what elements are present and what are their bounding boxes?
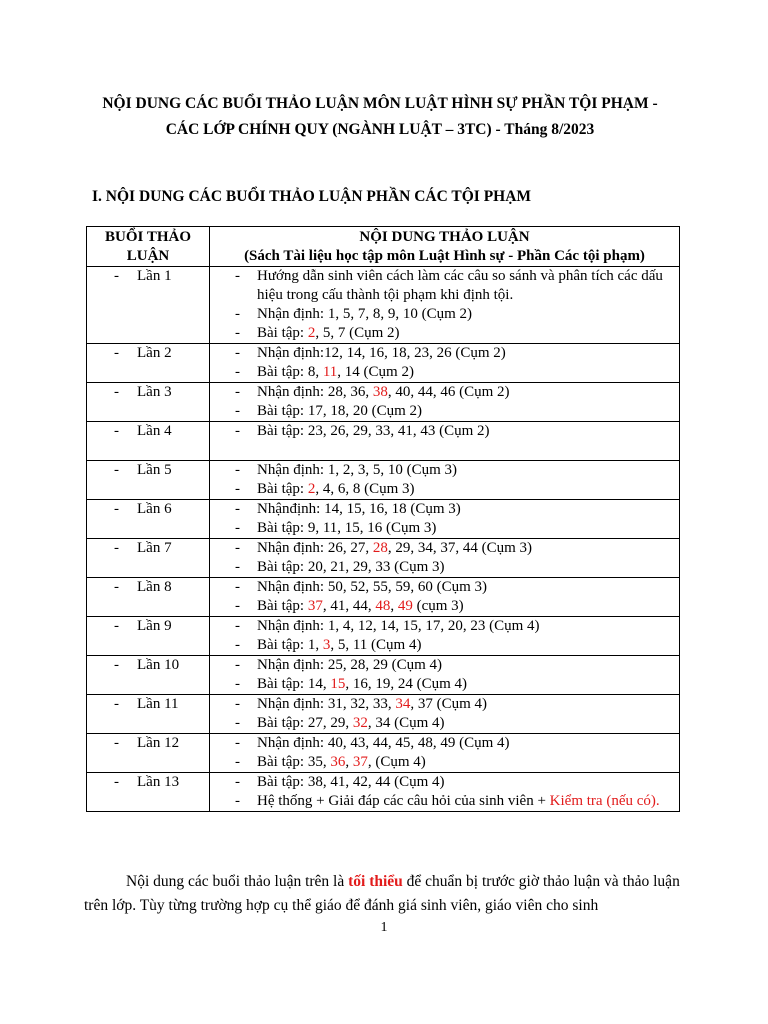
session-cell — [87, 344, 210, 383]
list-item — [210, 402, 679, 421]
list-item — [210, 539, 679, 558]
bullet-dash: - — [114, 268, 119, 284]
list-item — [210, 792, 679, 811]
table-row — [87, 344, 680, 383]
text-run: Nhận định: 1, 5, 7, 8, 9, 10 (Cụm 2) — [257, 306, 472, 322]
content-cell — [210, 422, 680, 461]
bullet-dash: - — [235, 579, 240, 595]
list-item — [210, 734, 679, 753]
table-row — [87, 422, 680, 461]
page-number: 1 — [380, 920, 388, 935]
text-run: Bài tập: — [257, 598, 308, 614]
content-list — [210, 383, 679, 421]
bullet-dash: - — [114, 579, 119, 595]
bullet-dash: - — [235, 715, 240, 731]
session-label: Lần 13 — [137, 774, 180, 790]
session-cell — [87, 734, 210, 773]
bullet-dash: - — [235, 676, 240, 692]
list-item — [210, 773, 679, 792]
text-run: , 5, 7 (Cụm 2) — [315, 325, 400, 341]
title-line-2: CÁC LỚP CHÍNH QUY (NGÀNH LUẬT – 3TC) - Tháng 8/2023 — [165, 121, 595, 138]
text-run: Nội dung các buổi thảo luận trên là — [126, 873, 349, 890]
text-run: Bài tập: 8, — [257, 364, 323, 380]
text-run: Bài tập: 9, 11, 15, 16 (Cụm 3) — [257, 520, 437, 536]
bullet-dash: - — [235, 657, 240, 673]
table-row — [87, 773, 680, 812]
text-run: Nhận định:12, 14, 16, 18, 23, 26 (Cụm 2) — [257, 345, 506, 361]
session-label: Lần 9 — [137, 618, 172, 634]
bullet-dash: - — [114, 618, 119, 634]
bullet-dash: - — [114, 384, 119, 400]
text-run: Bài tập: 20, 21, 29, 33 (Cụm 3) — [257, 559, 445, 575]
list-item — [210, 519, 679, 538]
bullet-dash: - — [235, 598, 240, 614]
bullet-dash: - — [235, 501, 240, 517]
bullet-dash: - — [235, 403, 240, 419]
content-cell — [210, 383, 680, 422]
highlighted-text: tối thiểu — [348, 873, 403, 890]
highlighted-text: 32 — [352, 715, 368, 731]
session-cell — [87, 267, 210, 344]
bullet-dash: - — [114, 657, 119, 673]
text-run: , — [390, 598, 398, 614]
content-list — [210, 461, 679, 499]
content-list — [210, 500, 679, 538]
list-item — [210, 480, 679, 499]
bullet-dash: - — [235, 268, 240, 284]
highlighted-text: 3 — [322, 637, 331, 653]
table-row — [87, 617, 680, 656]
content-list — [210, 656, 679, 694]
session-cell — [87, 422, 210, 461]
header-content-line-2: (Sách Tài liệu học tập môn Luật Hình sự - Phần Các tội phạm) — [244, 248, 645, 264]
highlighted-text: 37 — [352, 754, 368, 770]
list-item — [210, 267, 679, 305]
content-cell — [210, 461, 680, 500]
bullet-dash: - — [114, 774, 119, 790]
highlighted-text: 2 — [307, 481, 316, 497]
session-label: Lần 11 — [137, 696, 179, 712]
highlighted-text: 15 — [330, 676, 346, 692]
table-body — [87, 267, 680, 812]
content-cell — [210, 617, 680, 656]
highlighted-text: 2 — [307, 325, 316, 341]
text-run: Bài tập: — [257, 481, 308, 497]
paragraph-text — [84, 873, 680, 914]
text-run: Bài tập: 14, — [257, 676, 331, 692]
list-item — [210, 383, 679, 402]
session-cell — [87, 500, 210, 539]
text-run: , 5, 11 (Cụm 4) — [330, 637, 422, 653]
bullet-dash: - — [235, 774, 240, 790]
highlighted-text: 34 — [395, 696, 411, 712]
text-run: (cụm 3) — [412, 598, 464, 614]
text-run: Bài tập: 17, 18, 20 (Cụm 2) — [257, 403, 422, 419]
list-item — [210, 695, 679, 714]
text-run: Nhận định: 26, 27, — [257, 540, 373, 556]
session-label: Lần 6 — [137, 501, 172, 517]
header-session — [87, 227, 210, 267]
text-run: Nhậnđịnh: 14, 15, 16, 18 (Cụm 3) — [257, 501, 461, 517]
session-cell — [87, 383, 210, 422]
bullet-dash: - — [235, 559, 240, 575]
content-list — [210, 617, 679, 655]
section-heading: I. NỘI DUNG CÁC BUỔI THẢO LUẬN PHẦN CÁC TỘI PHẠM — [92, 188, 532, 205]
text-run: Bài tập: 38, 41, 42, 44 (Cụm 4) — [257, 774, 445, 790]
bullet-dash: - — [235, 696, 240, 712]
session-cell — [87, 578, 210, 617]
content-list — [210, 344, 679, 382]
discussion-schedule-table — [86, 226, 680, 812]
bullet-dash: - — [114, 462, 119, 478]
bullet-dash: - — [235, 618, 240, 634]
content-list — [210, 539, 679, 577]
list-item — [210, 714, 679, 733]
text-run: Bài tập: 35, — [257, 754, 331, 770]
list-item — [210, 363, 679, 382]
session-cell — [87, 539, 210, 578]
table-row — [87, 578, 680, 617]
session-label: Lần 7 — [137, 540, 172, 556]
text-run: Nhận định: 25, 28, 29 (Cụm 4) — [257, 657, 442, 673]
text-run: để chuẩn bị trước giờ thảo luận và thảo luận trên lớp. Tùy từng trường hợp cụ thể giáo để đánh giá sinh viên, giáo viên cho sinh — [84, 873, 680, 914]
list-item — [210, 617, 679, 636]
session-label: Lần 2 — [137, 345, 172, 361]
text-run: Nhận định: 28, 36, — [257, 384, 373, 400]
content-cell — [210, 734, 680, 773]
bullet-dash: - — [114, 696, 119, 712]
content-cell — [210, 656, 680, 695]
bullet-dash: - — [235, 481, 240, 497]
text-run: Bài tập: 1, — [257, 637, 323, 653]
list-item — [210, 656, 679, 675]
text-run: , 14 (Cụm 2) — [337, 364, 414, 380]
text-run: , 4, 6, 8 (Cụm 3) — [315, 481, 415, 497]
text-run: Nhận định: 1, 4, 12, 14, 15, 17, 20, 23 (Cụm 4) — [257, 618, 540, 634]
bullet-dash: - — [235, 540, 240, 556]
content-cell — [210, 695, 680, 734]
text-run: , 16, 19, 24 (Cụm 4) — [345, 676, 467, 692]
text-run: , 40, 44, 46 (Cụm 2) — [387, 384, 510, 400]
list-item — [210, 597, 679, 616]
content-list — [210, 773, 679, 811]
content-list — [210, 267, 679, 343]
header-session-line-2: LUẬN — [126, 248, 170, 264]
table-row — [87, 656, 680, 695]
session-label: Lần 10 — [137, 657, 180, 673]
table-header-row — [87, 227, 680, 267]
list-item — [210, 305, 679, 324]
content-list — [210, 734, 679, 772]
list-item — [210, 753, 679, 772]
session-cell — [87, 695, 210, 734]
list-item — [210, 422, 679, 441]
text-run: , 29, 34, 37, 44 (Cụm 3) — [387, 540, 532, 556]
text-run: Bài tập: — [257, 325, 308, 341]
title-line-1: NỘI DUNG CÁC BUỔI THẢO LUẬN MÔN LUẬT HÌNH SỰ PHẦN TỘI PHẠM - — [102, 95, 658, 112]
session-label: Lần 8 — [137, 579, 172, 595]
bullet-dash: - — [114, 501, 119, 517]
bullet-dash: - — [235, 462, 240, 478]
table-row — [87, 539, 680, 578]
table-row — [87, 461, 680, 500]
bullet-dash: - — [114, 540, 119, 556]
session-label: Lần 5 — [137, 462, 172, 478]
list-item — [210, 324, 679, 343]
text-run: Nhận định: 1, 2, 3, 5, 10 (Cụm 3) — [257, 462, 457, 478]
bullet-dash: - — [235, 345, 240, 361]
content-list — [210, 695, 679, 733]
bullet-dash: - — [235, 306, 240, 322]
text-run: Nhận định: 40, 43, 44, 45, 48, 49 (Cụm 4) — [257, 735, 510, 751]
content-cell — [210, 773, 680, 812]
content-cell — [210, 539, 680, 578]
content-cell — [210, 578, 680, 617]
list-item — [210, 344, 679, 363]
list-item — [210, 558, 679, 577]
session-label: Lần 4 — [137, 423, 172, 439]
text-run: Bài tập: 27, 29, — [257, 715, 353, 731]
content-cell — [210, 344, 680, 383]
list-item — [210, 500, 679, 519]
text-run: , 41, 44, — [322, 598, 376, 614]
bullet-dash: - — [114, 345, 119, 361]
bullet-dash: - — [235, 384, 240, 400]
text-run: , 34 (Cụm 4) — [367, 715, 445, 731]
table-row — [87, 734, 680, 773]
bullet-dash: - — [235, 325, 240, 341]
text-run: Hướng dẫn sinh viên cách làm các câu so sánh và phân tích các dấu hiệu trong cấu thành tội phạm khi định tội. — [257, 268, 663, 303]
bullet-dash: - — [235, 754, 240, 770]
session-label: Lần 3 — [137, 384, 172, 400]
body-paragraph — [84, 870, 684, 918]
bullet-dash: - — [235, 364, 240, 380]
session-cell — [87, 461, 210, 500]
session-cell — [87, 773, 210, 812]
document-title — [80, 91, 680, 143]
highlighted-text: 38 — [372, 384, 388, 400]
table-row — [87, 695, 680, 734]
table-row — [87, 267, 680, 344]
highlighted-text: 37 — [307, 598, 323, 614]
bullet-dash: - — [235, 423, 240, 439]
highlighted-text: Kiểm tra (nếu có). — [549, 793, 660, 809]
text-run: Hệ thống + Giải đáp các câu hỏi của sinh viên + — [257, 793, 550, 809]
text-run: , — [345, 754, 353, 770]
highlighted-text: 49 — [397, 598, 413, 614]
session-cell — [87, 656, 210, 695]
header-content-line-1: NỘI DUNG THẢO LUẬN — [359, 229, 530, 245]
list-item — [210, 675, 679, 694]
session-cell — [87, 617, 210, 656]
highlighted-text: 28 — [372, 540, 388, 556]
content-list — [210, 422, 679, 441]
session-label: Lần 1 — [137, 268, 172, 284]
bullet-dash: - — [114, 423, 119, 439]
text-run: , 37 (Cụm 4) — [410, 696, 487, 712]
list-item — [210, 636, 679, 655]
highlighted-text: 11 — [322, 364, 338, 380]
content-cell — [210, 500, 680, 539]
list-item — [210, 578, 679, 597]
content-list — [210, 578, 679, 616]
highlighted-text: 36 — [330, 754, 346, 770]
header-session-line-1: BUỔI THẢO — [105, 229, 191, 245]
content-cell — [210, 267, 680, 344]
table-row — [87, 500, 680, 539]
bullet-dash: - — [235, 735, 240, 751]
bullet-dash: - — [235, 637, 240, 653]
text-run: Nhận định: 50, 52, 55, 59, 60 (Cụm 3) — [257, 579, 487, 595]
text-run: , (Cụm 4) — [367, 754, 426, 770]
text-run: Bài tập: 23, 26, 29, 33, 41, 43 (Cụm 2) — [257, 423, 490, 439]
table-row — [87, 383, 680, 422]
session-label: Lần 12 — [137, 735, 180, 751]
list-item — [210, 461, 679, 480]
highlighted-text: 48 — [375, 598, 391, 614]
bullet-dash: - — [235, 793, 240, 809]
bullet-dash: - — [114, 735, 119, 751]
bullet-dash: - — [235, 520, 240, 536]
header-content — [210, 227, 680, 267]
text-run: Nhận định: 31, 32, 33, — [257, 696, 396, 712]
